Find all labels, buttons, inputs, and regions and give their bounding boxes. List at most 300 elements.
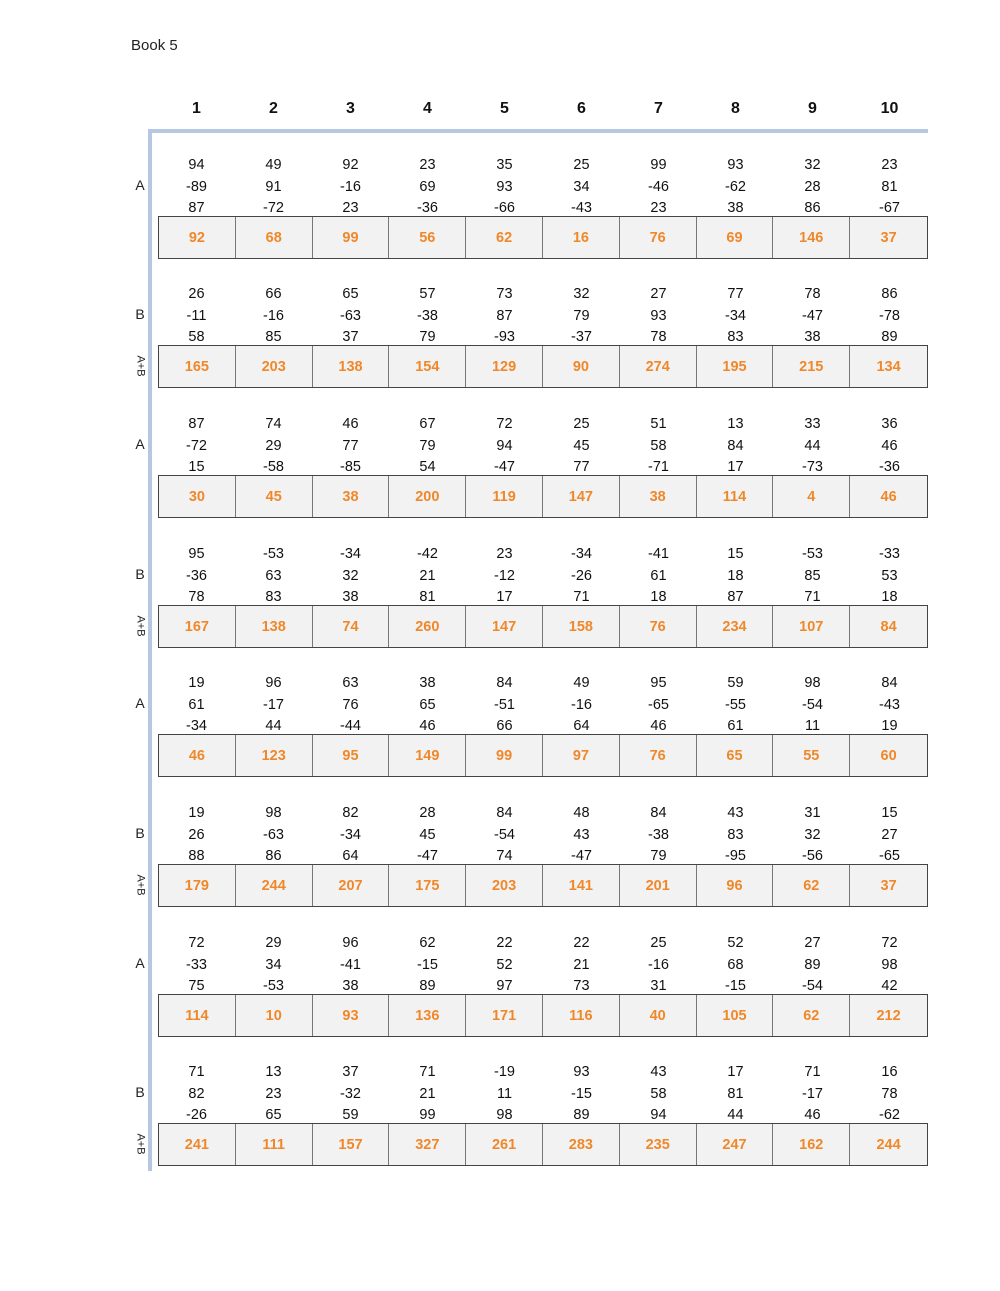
answer-cell[interactable]: 134 (876, 358, 901, 375)
addend: 36 (881, 416, 898, 432)
addend: 77 (727, 286, 744, 302)
answer-cell[interactable]: 203 (236, 346, 313, 387)
number-column (851, 933, 928, 998)
answer-row (158, 734, 928, 777)
addend: 11 (804, 718, 821, 734)
addend: 46 (804, 1107, 821, 1123)
addend: -78 (879, 307, 900, 324)
addend: 94 (496, 437, 513, 454)
addend: -47 (571, 848, 592, 864)
number-column (543, 803, 620, 868)
answer-cell[interactable]: 114 (159, 995, 236, 1036)
answer-cell[interactable]: 4 (773, 476, 850, 517)
addend: 23 (881, 157, 898, 173)
addend: 23 (342, 200, 359, 216)
addend: 73 (573, 978, 590, 994)
number-column (312, 933, 389, 998)
addend: -63 (340, 307, 361, 324)
number-column (235, 284, 312, 349)
addend: 23 (650, 200, 667, 216)
answer-cell[interactable]: 171 (466, 995, 543, 1036)
number-column (389, 414, 466, 479)
answer-cell[interactable]: 37 (880, 229, 897, 246)
answer-cell[interactable]: 99 (313, 217, 390, 258)
addend: 98 (804, 675, 821, 691)
number-column (543, 284, 620, 349)
exercise-block (0, 284, 1000, 384)
answer-cell[interactable]: 46 (880, 488, 897, 505)
number-column (466, 414, 543, 479)
addend: 78 (804, 286, 821, 302)
column-header: 7 (654, 100, 663, 117)
answer-cell[interactable]: 93 (313, 995, 390, 1036)
addend: 28 (419, 805, 436, 821)
answer-cell[interactable]: 154 (389, 346, 466, 387)
addend: 43 (727, 805, 744, 821)
number-column (235, 673, 312, 738)
row-label: B (135, 306, 145, 322)
addend: -54 (494, 826, 515, 843)
addend: 48 (573, 805, 590, 821)
addend: 61 (727, 718, 744, 734)
addend: 15 (881, 805, 898, 821)
answer-row (158, 994, 928, 1037)
answer-cell[interactable]: 136 (389, 995, 466, 1036)
answer-cell[interactable]: 167 (159, 606, 236, 647)
answer-cell[interactable]: 212 (876, 1007, 901, 1024)
answer-cell[interactable]: 235 (620, 1124, 697, 1165)
answer-cell[interactable]: 283 (543, 1124, 620, 1165)
addend: 61 (650, 567, 667, 584)
number-column (697, 284, 774, 349)
column-header: 4 (423, 100, 432, 117)
addend: -67 (879, 200, 900, 216)
addend: 26 (188, 286, 205, 302)
addend: -12 (494, 567, 515, 584)
addend: -34 (340, 546, 361, 562)
number-column (158, 933, 235, 998)
row-label: A (135, 955, 145, 971)
addend: -85 (340, 459, 361, 475)
addend: -17 (263, 696, 284, 713)
answer-cell[interactable]: 201 (620, 865, 697, 906)
answer-cell[interactable]: 247 (697, 1124, 774, 1165)
addend: -89 (186, 178, 207, 195)
exercise-block (0, 1062, 1000, 1162)
answer-cell[interactable]: 46 (159, 735, 236, 776)
addend: 74 (265, 416, 282, 432)
addend: 68 (727, 956, 744, 973)
addend: 58 (188, 329, 205, 345)
addend: -16 (648, 956, 669, 973)
addend: 86 (881, 286, 898, 302)
addend: 27 (650, 286, 667, 302)
addend: 46 (650, 718, 667, 734)
addend: 84 (881, 675, 898, 691)
number-column (235, 155, 312, 220)
column-header: 1 (192, 100, 201, 117)
addend: -34 (186, 718, 207, 734)
addend: 78 (881, 1085, 898, 1102)
addend: 29 (265, 437, 282, 454)
addend: -56 (802, 848, 823, 864)
number-columns (158, 803, 928, 868)
addend: 75 (188, 978, 205, 994)
answer-cell[interactable]: 16 (543, 217, 620, 258)
answer-cell[interactable]: 244 (236, 865, 313, 906)
addend: 89 (804, 956, 821, 973)
addend: 28 (804, 178, 821, 195)
answer-cell[interactable]: 203 (466, 865, 543, 906)
number-column (774, 414, 851, 479)
addend: 93 (573, 1064, 590, 1080)
row-label: A (135, 177, 145, 193)
answer-cell[interactable]: 95 (313, 735, 390, 776)
answer-cell[interactable]: 147 (543, 476, 620, 517)
addend: 38 (342, 589, 359, 605)
addend: -34 (725, 307, 746, 324)
number-columns (158, 284, 928, 349)
answer-cell[interactable]: 38 (313, 476, 390, 517)
addend: 23 (496, 546, 513, 562)
addend: 11 (496, 1085, 513, 1102)
addend: 23 (265, 1085, 282, 1102)
number-column (466, 155, 543, 220)
addend: 69 (419, 178, 436, 195)
addend: 85 (265, 329, 282, 345)
answer-cell[interactable]: 195 (697, 346, 774, 387)
number-column (312, 803, 389, 868)
addend: -46 (648, 178, 669, 195)
answer-row (158, 605, 928, 648)
row-label: A (135, 695, 145, 711)
answer-cell[interactable]: 129 (466, 346, 543, 387)
addend: -65 (648, 696, 669, 713)
number-column (620, 414, 697, 479)
answer-cell[interactable]: 165 (159, 346, 236, 387)
number-column (158, 673, 235, 738)
addend: 46 (881, 437, 898, 454)
addend: 37 (342, 1064, 359, 1080)
addend: 71 (804, 1064, 821, 1080)
number-column (774, 803, 851, 868)
addend: 45 (573, 437, 590, 454)
addend: -58 (263, 459, 284, 475)
addend: 59 (727, 675, 744, 691)
addend: 21 (573, 956, 590, 973)
number-column (466, 933, 543, 998)
answer-cell[interactable]: 90 (543, 346, 620, 387)
number-column (466, 544, 543, 609)
number-column (389, 803, 466, 868)
addend: 87 (496, 307, 513, 324)
addend: -38 (417, 307, 438, 324)
answer-cell[interactable]: 76 (620, 735, 697, 776)
addend: 77 (342, 437, 359, 454)
addend: 83 (265, 589, 282, 605)
addend: 38 (804, 329, 821, 345)
addend: -62 (725, 178, 746, 195)
addend: -34 (571, 546, 592, 562)
addend: 19 (188, 675, 205, 691)
addend: 87 (188, 200, 205, 216)
number-column (158, 803, 235, 868)
answer-cell[interactable]: 60 (880, 747, 897, 764)
addend: 74 (496, 848, 513, 864)
addend: -72 (263, 200, 284, 216)
addend: 19 (881, 718, 898, 734)
answer-cell[interactable]: 200 (389, 476, 466, 517)
answer-cell[interactable]: 327 (389, 1124, 466, 1165)
addend: 62 (419, 935, 436, 951)
answer-cell[interactable]: 207 (313, 865, 390, 906)
addend: 92 (342, 157, 359, 173)
number-column (620, 155, 697, 220)
answer-cell[interactable]: 99 (466, 735, 543, 776)
addend: 89 (419, 978, 436, 994)
addend: -15 (725, 978, 746, 994)
answer-cell[interactable]: 62 (773, 995, 850, 1036)
answer-cell[interactable]: 147 (466, 606, 543, 647)
addend: 58 (650, 1085, 667, 1102)
addend: 38 (727, 200, 744, 216)
exercise-block (0, 414, 1000, 514)
answer-cell[interactable]: 96 (697, 865, 774, 906)
number-column (158, 544, 235, 609)
number-column (851, 803, 928, 868)
answer-cell[interactable]: 241 (159, 1124, 236, 1165)
addend: 64 (342, 848, 359, 864)
addend: -26 (186, 1107, 207, 1123)
answer-cell[interactable]: 97 (543, 735, 620, 776)
number-column (312, 673, 389, 738)
addend: -47 (494, 459, 515, 475)
addend: -53 (802, 546, 823, 562)
answer-cell[interactable]: 65 (697, 735, 774, 776)
addend: 44 (727, 1107, 744, 1123)
answer-cell[interactable]: 179 (159, 865, 236, 906)
row-label: A (135, 436, 145, 452)
addend: -43 (879, 696, 900, 713)
column-header: 10 (880, 100, 899, 117)
addend: 57 (419, 286, 436, 302)
addend: -41 (340, 956, 361, 973)
addend: -33 (879, 546, 900, 562)
row-label: B (135, 1084, 145, 1100)
addend: 53 (881, 567, 898, 584)
answer-cell[interactable]: 274 (620, 346, 697, 387)
addend: -34 (340, 826, 361, 843)
addend: 79 (573, 307, 590, 324)
addend: -66 (494, 200, 515, 216)
number-columns (158, 544, 928, 609)
answer-cell[interactable]: 62 (773, 865, 850, 906)
addend: 17 (496, 589, 513, 605)
answer-cell[interactable]: 141 (543, 865, 620, 906)
exercise-block (0, 544, 1000, 644)
addend: 72 (881, 935, 898, 951)
addend: 96 (265, 675, 282, 691)
addend: 99 (650, 157, 667, 173)
addend: 86 (265, 848, 282, 864)
answer-cell[interactable]: 107 (773, 606, 850, 647)
addend: 95 (650, 675, 667, 691)
answer-cell[interactable]: 76 (620, 606, 697, 647)
answer-row (158, 864, 928, 907)
addend: -36 (186, 567, 207, 584)
answer-cell[interactable]: 123 (236, 735, 313, 776)
addend: 72 (188, 935, 205, 951)
answer-cell[interactable]: 74 (313, 606, 390, 647)
addend: 32 (342, 567, 359, 584)
number-column (851, 414, 928, 479)
sum-label (128, 355, 154, 377)
addend: 54 (419, 459, 436, 475)
addend: 89 (573, 1107, 590, 1123)
answer-cell[interactable]: 138 (313, 346, 390, 387)
addend: 65 (342, 286, 359, 302)
addend: 98 (265, 805, 282, 821)
addend: -37 (571, 329, 592, 345)
addend: -93 (494, 329, 515, 345)
answer-cell[interactable]: 92 (159, 217, 236, 258)
addend: 22 (496, 935, 513, 951)
addend: -26 (571, 567, 592, 584)
number-column (543, 414, 620, 479)
addend: -71 (648, 459, 669, 475)
number-column (466, 1062, 543, 1127)
addend: -95 (725, 848, 746, 864)
addend: -62 (879, 1107, 900, 1123)
answer-cell[interactable]: 62 (466, 217, 543, 258)
addend: -54 (802, 978, 823, 994)
number-column (389, 933, 466, 998)
answer-cell[interactable]: 37 (880, 877, 897, 894)
addend: -19 (494, 1064, 515, 1080)
answer-cell[interactable]: 146 (773, 217, 850, 258)
exercise-block (0, 673, 1000, 773)
number-columns (158, 414, 928, 479)
number-column (851, 544, 928, 609)
addend: -15 (571, 1085, 592, 1102)
addend: -11 (186, 307, 207, 324)
addend: -17 (802, 1085, 823, 1102)
addend: 97 (496, 978, 513, 994)
answer-cell[interactable]: 260 (389, 606, 466, 647)
answer-cell[interactable]: 215 (773, 346, 850, 387)
addend: 37 (342, 329, 359, 345)
column-header: 6 (577, 100, 586, 117)
answer-row (158, 1123, 928, 1166)
answer-cell[interactable]: 84 (880, 618, 897, 635)
number-column (851, 284, 928, 349)
addend: 45 (419, 826, 436, 843)
addend: 95 (188, 546, 205, 562)
answer-cell[interactable]: 162 (773, 1124, 850, 1165)
addend: -47 (417, 848, 438, 864)
number-column (543, 933, 620, 998)
addend: -47 (802, 307, 823, 324)
answer-cell[interactable]: 234 (697, 606, 774, 647)
answer-cell[interactable]: 105 (697, 995, 774, 1036)
sum-label-text: A+B (134, 874, 147, 896)
answer-cell[interactable]: 157 (313, 1124, 390, 1165)
answer-cell[interactable]: 114 (697, 476, 774, 517)
addend: 35 (496, 157, 513, 173)
addend: 59 (342, 1107, 359, 1123)
answer-cell[interactable]: 40 (620, 995, 697, 1036)
addend: 81 (727, 1085, 744, 1102)
column-header: 5 (500, 100, 509, 117)
answer-cell[interactable]: 45 (236, 476, 313, 517)
answer-cell[interactable]: 111 (236, 1124, 313, 1165)
column-header: 9 (808, 100, 817, 117)
addend: 27 (804, 935, 821, 951)
addend: 77 (573, 459, 590, 475)
answer-cell[interactable]: 68 (236, 217, 313, 258)
addend: 82 (188, 1085, 205, 1102)
number-column (235, 544, 312, 609)
addend: 25 (650, 935, 667, 951)
answer-cell[interactable]: 30 (159, 476, 236, 517)
exercise-block (0, 803, 1000, 903)
number-column (697, 673, 774, 738)
addend: -32 (340, 1085, 361, 1102)
number-column (697, 544, 774, 609)
addend: -38 (648, 826, 669, 843)
answer-cell[interactable]: 119 (466, 476, 543, 517)
exercise-block (0, 155, 1000, 255)
answer-cell[interactable]: 261 (466, 1124, 543, 1165)
number-column (235, 1062, 312, 1127)
number-column (851, 155, 928, 220)
answer-cell[interactable]: 158 (543, 606, 620, 647)
row-label: B (135, 566, 145, 582)
answer-cell[interactable]: 56 (389, 217, 466, 258)
addend: 23 (419, 157, 436, 173)
addend: 79 (419, 329, 436, 345)
number-column (620, 673, 697, 738)
answer-cell[interactable]: 38 (620, 476, 697, 517)
answer-cell[interactable]: 55 (773, 735, 850, 776)
addend: -16 (263, 307, 284, 324)
addend: 15 (188, 459, 205, 475)
answer-cell[interactable]: 10 (236, 995, 313, 1036)
answer-cell[interactable]: 69 (697, 217, 774, 258)
answer-cell[interactable]: 138 (236, 606, 313, 647)
answer-cell[interactable]: 116 (543, 995, 620, 1036)
addend: 84 (727, 437, 744, 454)
top-divider (148, 129, 928, 133)
addend: 93 (727, 157, 744, 173)
addend: 67 (419, 416, 436, 432)
addend: 71 (188, 1064, 205, 1080)
answer-cell[interactable]: 149 (389, 735, 466, 776)
number-columns (158, 933, 928, 998)
number-column (620, 803, 697, 868)
addend: 76 (342, 696, 359, 713)
number-column (466, 673, 543, 738)
addend: 27 (881, 826, 898, 843)
answer-cell[interactable]: 175 (389, 865, 466, 906)
number-column (312, 155, 389, 220)
addend: 65 (419, 696, 436, 713)
number-column (620, 544, 697, 609)
answer-cell[interactable]: 76 (620, 217, 697, 258)
answer-cell[interactable]: 244 (876, 1136, 901, 1153)
addend: -53 (263, 546, 284, 562)
number-column (774, 155, 851, 220)
